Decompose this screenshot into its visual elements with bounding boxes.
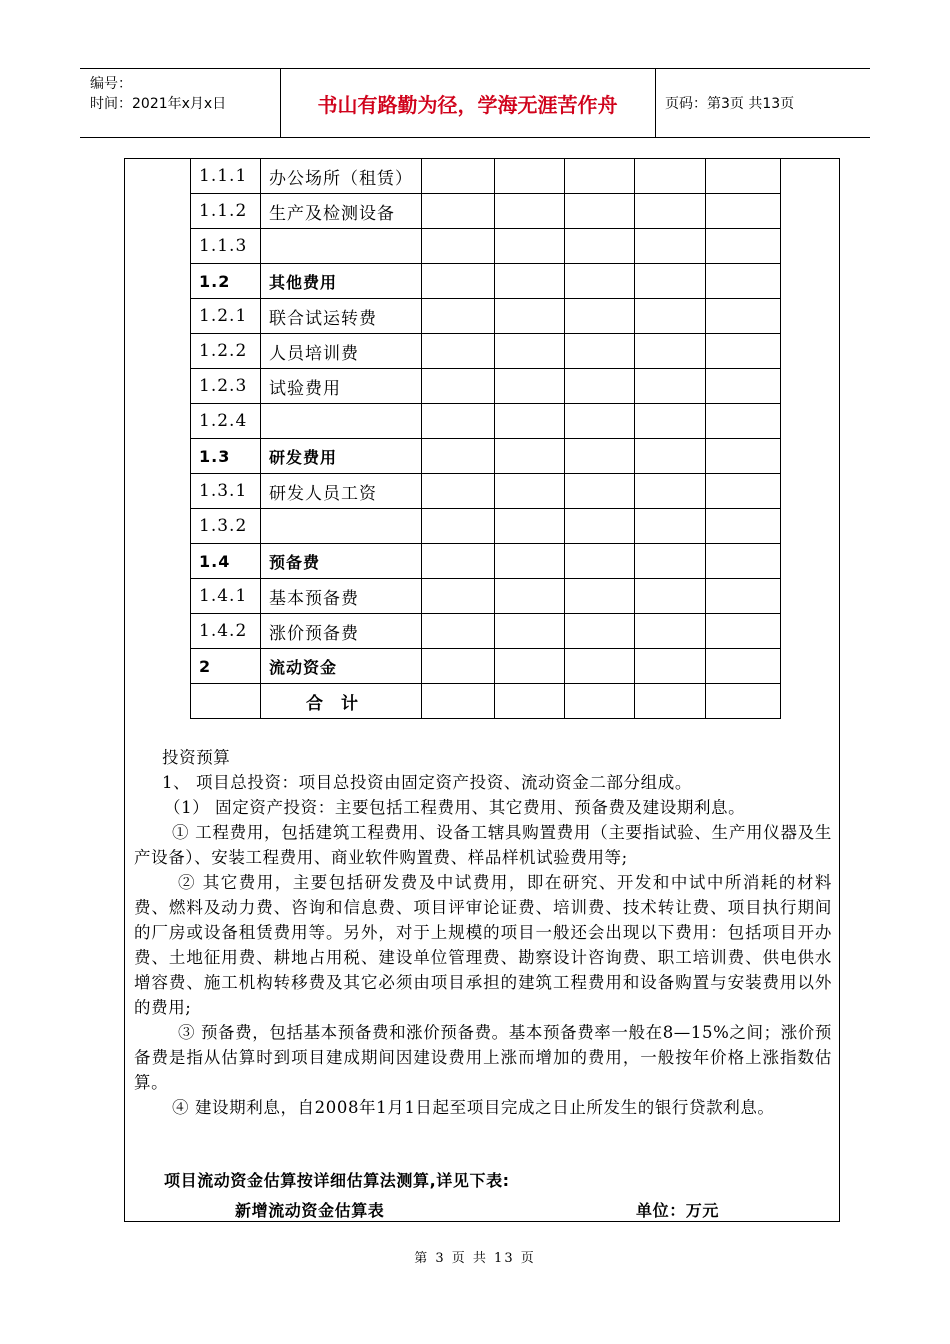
table-unit: 单位：万元 <box>636 1201 720 1220</box>
page-header <box>80 68 870 138</box>
value-cell <box>635 334 706 369</box>
row-code: 1.2.3 <box>191 369 261 404</box>
value-cell <box>565 509 635 544</box>
investment-table <box>190 158 781 719</box>
paragraph-fixed-assets: （1） 固定资产投资：主要包括工程费用、其它费用、预备费及建设期利息。 <box>164 798 746 817</box>
value-cell <box>422 614 495 649</box>
value-cell <box>706 159 781 194</box>
row-item-name: 研发人员工资 <box>261 474 422 509</box>
row-item-name: 生产及检测设备 <box>261 194 422 229</box>
value-cell <box>495 684 565 719</box>
value-cell <box>422 684 495 719</box>
value-cell <box>565 439 635 474</box>
table-row <box>191 194 781 229</box>
table-row <box>191 404 781 439</box>
table-row <box>191 649 781 684</box>
value-cell <box>706 474 781 509</box>
value-cell <box>422 439 495 474</box>
value-cell <box>635 474 706 509</box>
section-heading: 投资预算 <box>162 748 231 767</box>
row-item-name <box>261 404 422 439</box>
row-item-name: 涨价预备费 <box>261 614 422 649</box>
page-footer: 第 3 页 共 13 页 <box>414 1251 536 1266</box>
row-code: 1.2.4 <box>191 404 261 439</box>
paragraph-other-cost: ② 其它费用，主要包括研发费及中试费用，即在研究、开发和中试中所消耗的材料费、燃料及动力费、咨询和信息费、项目评审论证费、培训费、技术转让费、项目执行期间的厂房或设备租赁费用等。另外，对于上规模的项目一般还会出现以下费用：包括项目开办费、土地征用费、耕地占用税、建设单位管理费、勘察设计咨询费、职工培训费、供电供水增容费、施工机构转移费及其它必须由项目承担的建筑工程费用和设备购置与安装费用以外的费用; <box>134 873 832 1017</box>
row-item-name: 研发费用 <box>261 439 422 474</box>
value-cell <box>422 194 495 229</box>
row-code: 1.2.1 <box>191 299 261 334</box>
value-cell <box>635 194 706 229</box>
value-cell <box>706 684 781 719</box>
paragraph-engineering-cost: ① 工程费用，包括建筑工程费用、设备工辖具购置费用（主要指试验、生产用仪器及生产设备）、安装工程费用、商业软件购置费、样品样机试验费用等; <box>134 823 832 867</box>
value-cell <box>565 334 635 369</box>
row-item-name: 办公场所（租赁） <box>261 159 422 194</box>
table-title: 新增流动资金估算表 <box>235 1201 385 1220</box>
value-cell <box>635 264 706 299</box>
row-item-name: 基本预备费 <box>261 579 422 614</box>
paragraph-reserve-cost: ③ 预备费，包括基本预备费和涨价预备费。基本预备费率一般在8—15%之间；涨价预备费是指从估算时到项目建成期间因建设费用上涨而增加的费用，一般按年价格上涨指数估算。 <box>134 1023 832 1092</box>
value-cell <box>635 369 706 404</box>
value-cell <box>495 159 565 194</box>
table-row <box>191 299 781 334</box>
value-cell <box>635 614 706 649</box>
row-code: 1.1.3 <box>191 229 261 264</box>
value-cell <box>706 544 781 579</box>
row-code: 1.1.2 <box>191 194 261 229</box>
doc-number-label: 编号： <box>90 76 132 92</box>
value-cell <box>706 579 781 614</box>
value-cell <box>422 404 495 439</box>
value-cell <box>635 229 706 264</box>
value-cell <box>422 264 495 299</box>
table-row <box>191 334 781 369</box>
value-cell <box>635 649 706 684</box>
row-code: 1.1.1 <box>191 159 261 194</box>
value-cell <box>706 509 781 544</box>
table-row <box>191 544 781 579</box>
table-row <box>191 579 781 614</box>
value-cell <box>565 194 635 229</box>
value-cell <box>565 544 635 579</box>
value-cell <box>565 369 635 404</box>
value-cell <box>495 579 565 614</box>
doc-time-label: 时间：2021年x月x日 <box>90 96 227 112</box>
row-code: 2 <box>191 649 261 684</box>
value-cell <box>706 614 781 649</box>
table-row <box>191 264 781 299</box>
value-cell <box>495 474 565 509</box>
row-code: 1.4 <box>191 544 261 579</box>
value-cell <box>565 299 635 334</box>
value-cell <box>495 614 565 649</box>
row-item-name: 预备费 <box>261 544 422 579</box>
value-cell <box>422 474 495 509</box>
row-code: 1.2 <box>191 264 261 299</box>
value-cell <box>422 649 495 684</box>
value-cell <box>635 439 706 474</box>
paragraph-working-capital: 项目流动资金估算按详细估算法测算,详见下表: <box>164 1171 510 1190</box>
value-cell <box>422 579 495 614</box>
value-cell <box>565 474 635 509</box>
value-cell <box>635 544 706 579</box>
header-motto: 书山有路勤为径，学海无涯苦作舟 <box>280 69 656 137</box>
value-cell <box>706 229 781 264</box>
row-item-name: 流动资金 <box>261 649 422 684</box>
value-cell <box>422 509 495 544</box>
value-cell <box>635 579 706 614</box>
value-cell <box>706 194 781 229</box>
table-row <box>191 509 781 544</box>
value-cell <box>706 264 781 299</box>
table-row <box>191 474 781 509</box>
value-cell <box>565 264 635 299</box>
value-cell <box>706 369 781 404</box>
value-cell <box>565 159 635 194</box>
value-cell <box>635 509 706 544</box>
row-code: 1.3.1 <box>191 474 261 509</box>
table-row <box>191 439 781 474</box>
row-code: 1.4.1 <box>191 579 261 614</box>
value-cell <box>565 579 635 614</box>
value-cell <box>565 404 635 439</box>
row-code: 1.3 <box>191 439 261 474</box>
value-cell <box>706 334 781 369</box>
value-cell <box>565 229 635 264</box>
row-code <box>191 684 261 719</box>
value-cell <box>495 509 565 544</box>
value-cell <box>495 649 565 684</box>
value-cell <box>706 439 781 474</box>
value-cell <box>635 404 706 439</box>
value-cell <box>495 299 565 334</box>
value-cell <box>495 194 565 229</box>
table-row <box>191 369 781 404</box>
value-cell <box>706 649 781 684</box>
row-code: 1.4.2 <box>191 614 261 649</box>
row-item-name: 其他费用 <box>261 264 422 299</box>
value-cell <box>422 299 495 334</box>
value-cell <box>422 159 495 194</box>
value-cell <box>495 544 565 579</box>
value-cell <box>495 404 565 439</box>
table-row <box>191 229 781 264</box>
header-page-number: 页码：第3页 共13页 <box>665 96 795 112</box>
value-cell <box>635 159 706 194</box>
total-label: 合计 <box>261 684 422 719</box>
value-cell <box>495 369 565 404</box>
value-cell <box>635 299 706 334</box>
row-code: 1.3.2 <box>191 509 261 544</box>
value-cell <box>706 299 781 334</box>
row-item-name: 试验费用 <box>261 369 422 404</box>
value-cell <box>495 334 565 369</box>
paragraph-interest: ④ 建设期利息，自2008年1月1日起至项目完成之日止所发生的银行贷款利息。 <box>172 1098 775 1117</box>
row-item-name <box>261 509 422 544</box>
value-cell <box>565 684 635 719</box>
row-item-name: 联合试运转费 <box>261 299 422 334</box>
value-cell <box>422 369 495 404</box>
value-cell <box>495 439 565 474</box>
value-cell <box>565 649 635 684</box>
table-total-row <box>191 684 781 719</box>
row-item-name: 人员培训费 <box>261 334 422 369</box>
row-code: 1.2.2 <box>191 334 261 369</box>
table-row <box>191 159 781 194</box>
value-cell <box>422 229 495 264</box>
value-cell <box>635 684 706 719</box>
header-meta <box>80 69 281 137</box>
value-cell <box>422 334 495 369</box>
value-cell <box>495 264 565 299</box>
table-row <box>191 614 781 649</box>
value-cell <box>706 404 781 439</box>
row-item-name <box>261 229 422 264</box>
paragraph-total-investment: 1、 项目总投资：项目总投资由固定资产投资、流动资金二部分组成。 <box>162 773 692 792</box>
value-cell <box>422 544 495 579</box>
value-cell <box>495 229 565 264</box>
value-cell <box>565 614 635 649</box>
